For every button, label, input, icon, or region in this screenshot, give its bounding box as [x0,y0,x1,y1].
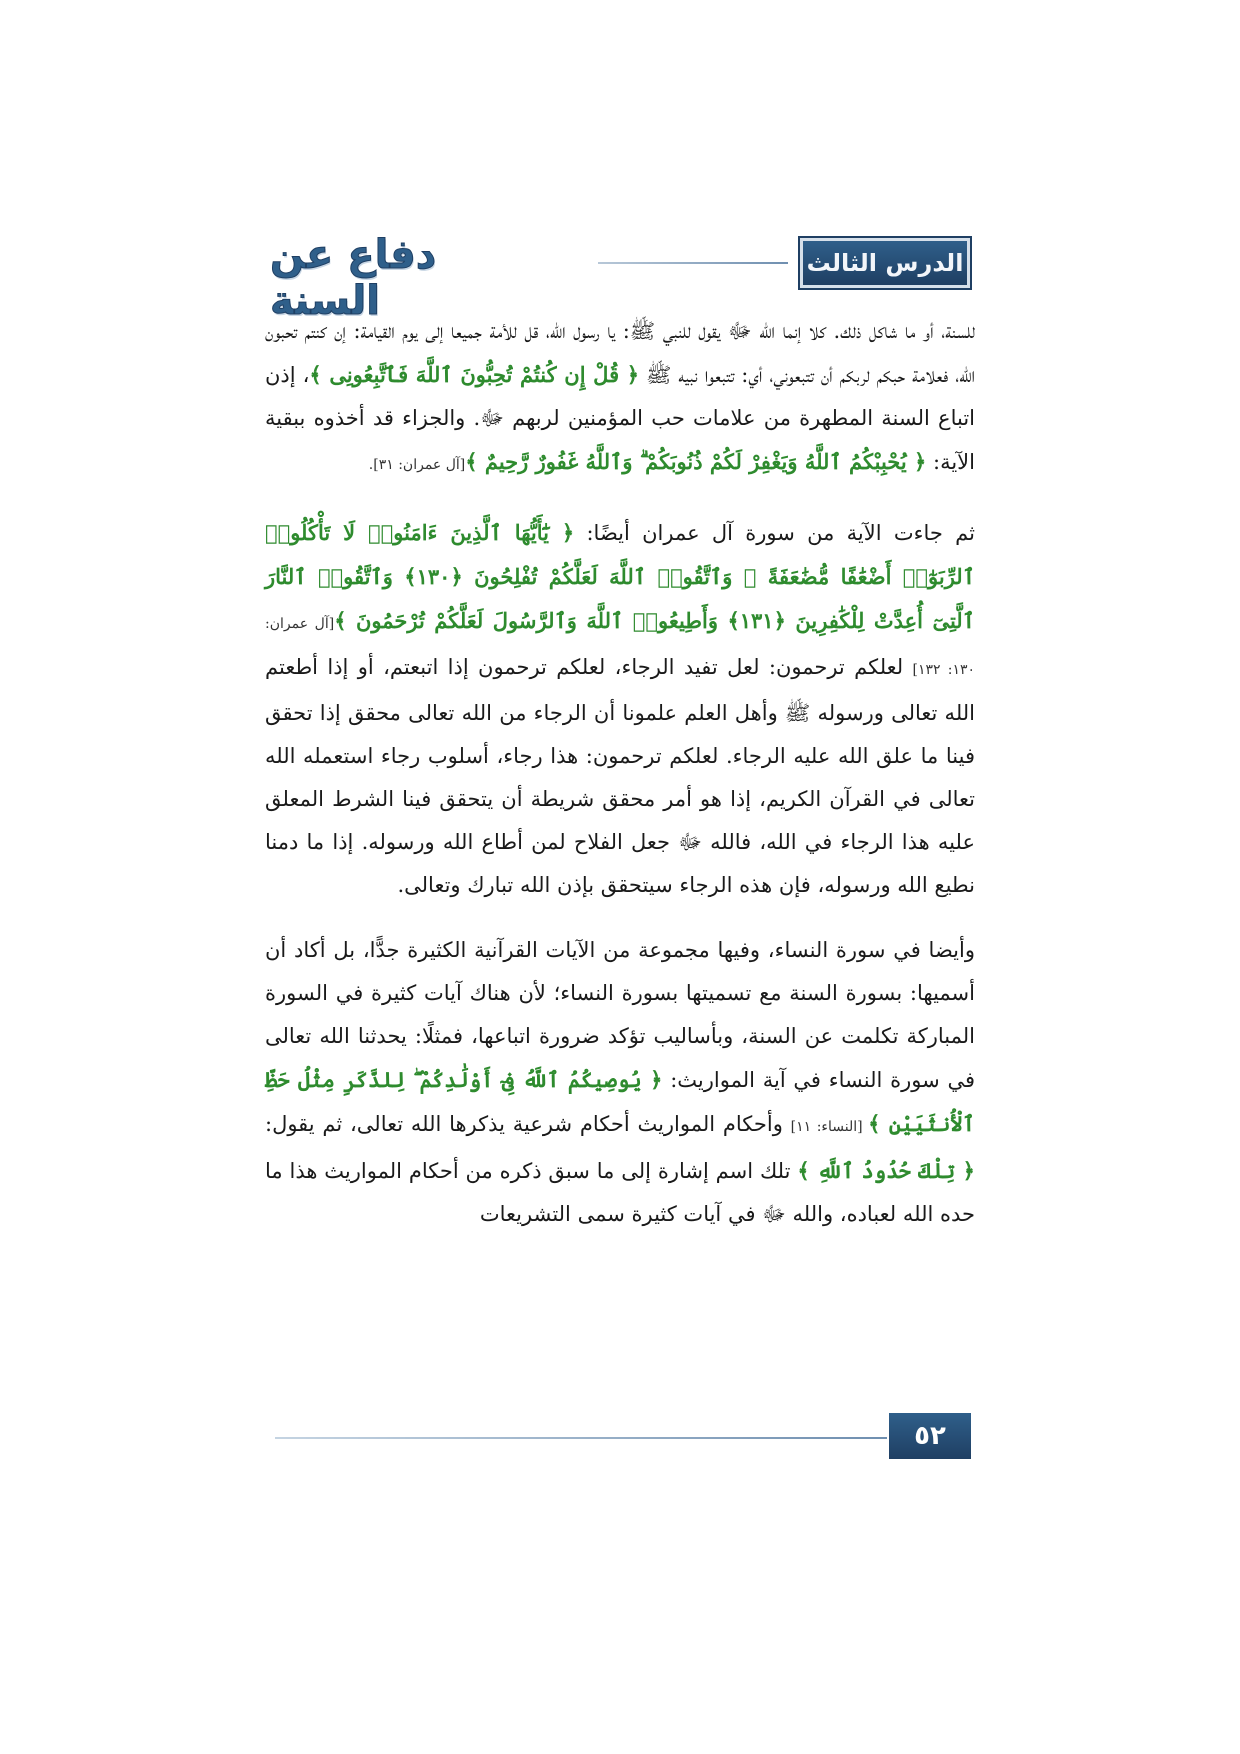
quran-verse: ﴿ يُوصِيكُمُ ٱللَّهُ فِىٓ أَوْلَٰدِكُمْ ۖ لِلذَّكَرِ مِثْلُ حَظِّ ٱلْأُنثَيَيْنِ ﴾ [265,1067,975,1136]
paragraph [265,929,975,1236]
paragraph [265,310,975,487]
page-title: دفاع عن السنة [270,232,437,324]
page-number: ٥٢ [889,1413,971,1459]
lesson-label: الدرس الثالث [806,249,964,277]
body-text-run: ثم جاءت الآية من سورة آل عمران أيضًا: [574,521,975,545]
body-text-run: ، إذن اتباع السنة المطهرة من علامات حب المؤمنين لربهم ﷻ. والجزاء قد أخذوه ببقية الآية: [265,363,975,474]
body-text-run: تلك اسم إشارة إلى ما سبق ذكره من أحكام المواريث هذا ما حده الله لعباده، والله ﷻ في آيات كثيرة سمى التشريعات [265,1159,975,1226]
page-header [270,232,970,324]
body-text [265,310,975,1258]
body-text-run: لعلكم ترحمون: لعل تفيد الرجاء، لعلكم ترحمون إذا اتبعتم، أو إذا أطعتم الله تعالى ورسوله ﷺ وأهل العلم علمونا أن الرجاء من الله تعالى محقق إذا تحقق فينا ما علق الله عليه الرجاء. لعلكم ترحمون: هذا رجاء، أسلوب رجاء استعمله الله تعالى في القرآن الكريم، إذا هو أمر محقق شريطة أن يتحقق فينا الشرط المعلق عليه هذا الرجاء في الله، فالله ﷻ جعل الفلاح لمن أطاع الله ورسوله. إذا ما دمنا نطيع الله ورسوله، فإن هذه الرجاء سيتحقق بإذن الله تبارك وتعالى. [265,655,975,897]
verse-reference: [آل عمران: ٣١]. [368,457,466,473]
quran-verse: ﴿ قُلْ إِن كُنتُمْ تُحِبُّونَ ٱللَّهَ فَٱتَّبِعُونِى ﴾ [309,362,640,387]
body-text-run: للسنة، أو ما شاكل ذلك. كلا إنما الله ﷻ يقول للنبي ﷺ: يا رسول الله، قل للأمة جميعا إلى يوم القيامة: إن كنتم تحبون الله، فعلامة حبكم لربكم أن تتبعوني، أي: تتبعوا نبيه ﷺ [265,319,975,387]
body-text-run: وأيضا في سورة النساء، وفيها مجموعة من الآيات القرآنية الكثيرة جدًّا، بل أكاد أن أسميها: بسورة السنة مع تسميتها بسورة النساء؛ لأن هناك آيات كثيرة في السورة المباركة تكلمت عن السنة، وبأساليب تؤكد ضرورة اتباعها، فمثلًا: يحدثنا الله تعالى في سورة النساء في آية المواريث: [265,938,975,1092]
quran-verse: ﴿ يُحْبِبْكُمُ ٱللَّهُ وَيَغْفِرْ لَكُمْ ذُنُوبَكُمْ ۗ وَٱللَّهُ غَفُورٌ رَّحِيمٌ ﴾ [465,449,927,474]
header-divider [598,262,788,264]
quran-verse: ﴿ يَٰٓأَيُّهَا ٱلَّذِينَ ءَامَنُوا۟ لَا تَأْكُلُوا۟ ٱلرِّبَوٰٓا۟ أَضْعَٰفًا مُّضَٰعَفَةً ۖ وَٱتَّقُوا۟ ٱللَّهَ لَعَلَّكُمْ تُفْلِحُونَ ﴿١٣٠﴾ وَٱتَّقُوا۟ ٱلنَّارَ ٱلَّتِىٓ أُعِدَّتْ لِلْكَٰفِرِينَ ﴿١٣١﴾ وَأَطِيعُوا۟ ٱللَّهَ وَٱلرَّسُولَ لَعَلَّكُمْ تُرْحَمُونَ ﴾ [265,520,975,633]
lesson-badge [800,238,970,288]
body-text-run: وأحكام المواريث أحكام شرعية يذكرها الله تعالى، ثم يقول: [265,1112,791,1136]
paragraph [265,511,975,907]
quran-verse: ﴿ تِلْكَ حُدُودُ ٱللَّهِ ﴾ [797,1158,975,1183]
verse-reference: [النساء: ١١] [790,1119,869,1135]
verse-reference: [آل عمران: ١٣٠: ١٣٢] [265,616,975,678]
footer-divider [275,1437,887,1439]
